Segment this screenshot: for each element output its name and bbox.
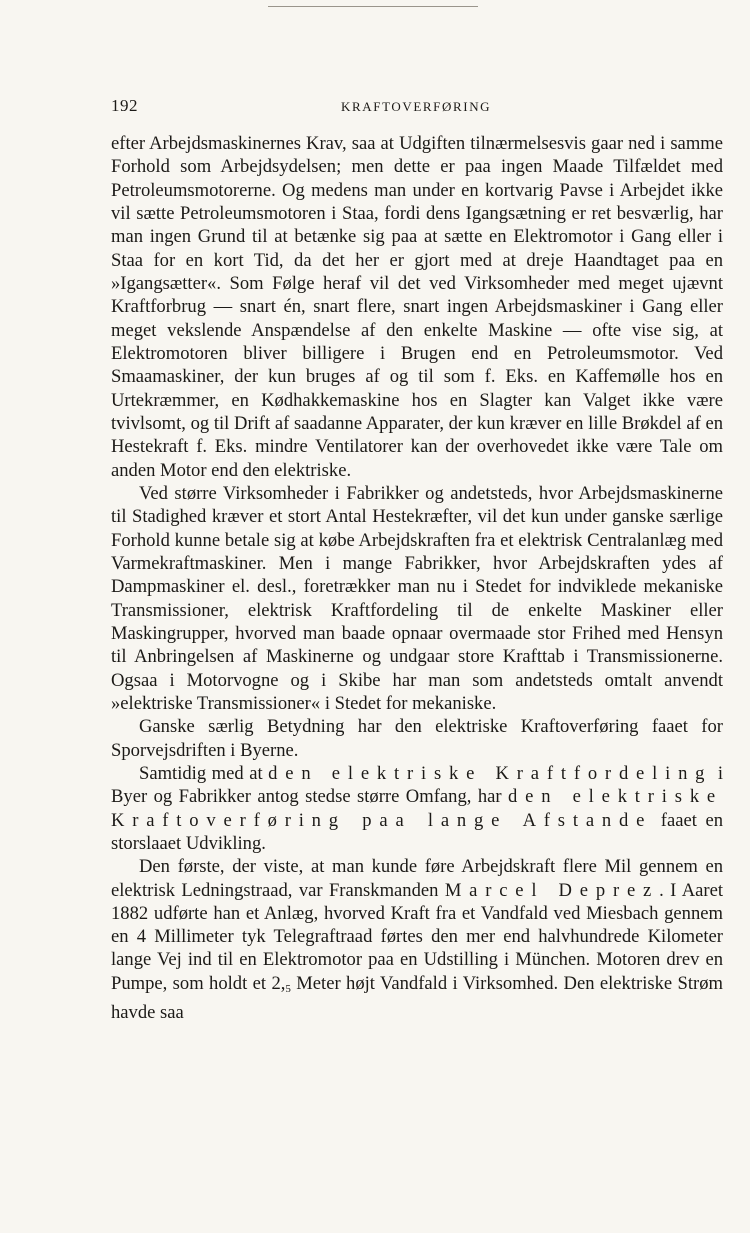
paragraph-5-text: Meter højt Vandfald i Virksomhed. Den elektriske Strøm havde saa [111,972,723,1024]
body-text [111,132,723,1024]
spaced-name: Marcel Deprez [444,879,660,901]
paragraph-1: efter Arbejdsmaskinernes Krav, saa at Udgiften tilnærmelsesvis gaar ned i samme Forhold som Arbejdsydelsen; men dette er paa ingen Maade Tilfældet med Petroleumsmotorerne. Og medens man under en kortvarig Pavse i Arbejdet ikke vil sætte Petroleumsmotoren i Staa, fordi dens Igangsætning er ret besværlig, har man ingen Grund til at betænke sig paa at sætte en Elektromotor i Gang eller i Staa for en kort Tid, da det her er gjort med at dreje Haandtaget paa en »Igangsætter«. Som Følge heraf vil det ved Virksomheder med meget ujævnt Kraftforbrug — snart én, snart flere, snart ingen Arbejdsmaskiner i Gang eller meget vekslende Anspændelse af den enkelte Maskine — ofte vise sig, at Elektromotoren bliver billigere i Brugen end en Petroleumsmotor. Ved Smaamaskiner, der kun bruges af og til som f. Eks. en Kaffemølle hos en Urtekræmmer, en Kødhakkemaskine hos en Slagter kan Valget ikke være tvivlsomt, og til Drift af saadanne Apparater, der kun kræver en lille Brøkdel af en Hestekraft f. Eks. mindre Ventilatorer kan der overhovedet ikke være Tale om anden Motor end den elektriske. [111,133,723,481]
paragraph-5 [111,855,723,1024]
running-head: KRAFTOVERFØRING [341,99,492,114]
paragraph-2: Ved større Virksomheder i Fabrikker og andetsteds, hvor Arbejdsmaskinerne til Stadighed kræver et stort Antal Hestekræfter, vil det kun under ganske særlige Forhold kunne betale sig at købe Arbejdskraften fra et elektrisk Centralanlæg med Varmekraftmaskiner. Men i mange Fabrikker, hvor Arbejdskraften ydes af Dampmaskiner el. desl., foretrækker man nu i Stedet for indviklede mekaniske Transmissioner, elektrisk Kraftfordeling til de enkelte Maskiner eller Maskingrupper, hvorved man baade opnaar overmaade stor Frihed med Hensyn til Anbringelsen af Maskinerne og undgaar store Krafttab i Transmissionerne. Ogsaa i Motorvogne og i Skibe har man som andetsteds omtalt anvendt »elektriske Transmissioner« i Stedet for mekaniske. [111,482,723,714]
number-main: 2, [271,972,286,994]
paragraph-4-text: faaet en storslaaet Udvikling. [111,809,723,854]
spaced-emphasis: den elektriske Kraftfordeling [268,762,713,784]
paragraph-5-text: . I Aaret 1882 udførte han et Anlæg, hvorved Kraft fra et Vandfald ved Miesbach gennem en 4 Millimeter tyk Telegraftraad førtes den mer end halvhundrede Kilometer lange Vej ind til en Elektromotor paa en Udstilling i München. Motoren drev en Pumpe, som holdt et [111,879,724,994]
spaced-emphasis: den elektriske Kraftoverføring paa lange Afstande [111,786,723,831]
paragraph-4-text: i Byer og Fabrikker antog stedse større Omfang, har [111,762,723,808]
paragraph-3: Ganske særlig Betydning har den elektriske Kraftoverføring faaet for Sporvejsdriften i Byerne. [111,716,723,761]
paragraph-5-text: Den første, der viste, at man kunde føre Arbejdskraft flere Mil gennem en elektrisk Ledningstraad, var Franskmanden [111,856,723,901]
number-subscript: 5 [285,982,291,995]
top-edge-rule [268,6,478,7]
paragraph-4 [111,762,723,855]
paragraph-4-text: Samtidig med at [139,762,269,784]
page-header [111,96,723,118]
page-number: 192 [111,96,138,115]
